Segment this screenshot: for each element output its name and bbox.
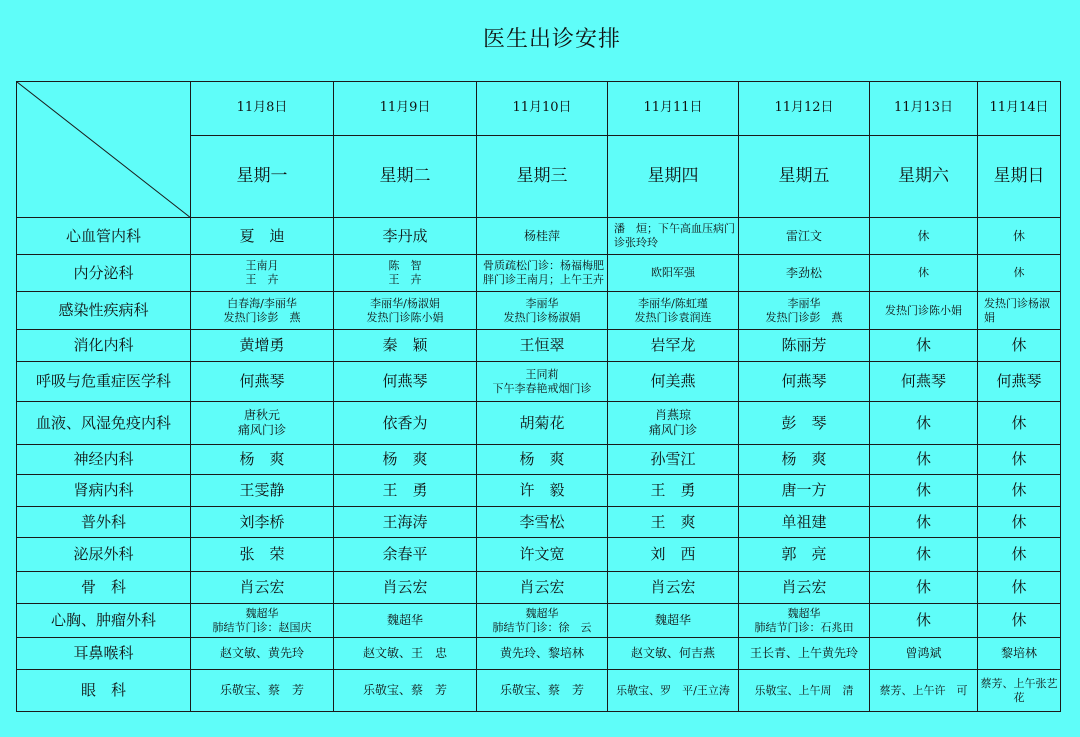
doctor-cell: 雷江文 bbox=[739, 218, 870, 255]
doctor-cell: 乐敬宝、蔡 芳 bbox=[477, 670, 608, 712]
department-name: 内分泌科 bbox=[17, 255, 191, 292]
doctor-cell: 魏超华 bbox=[334, 604, 477, 638]
doctor-cell: 李劲松 bbox=[739, 255, 870, 292]
doctor-cell: 肖云宏 bbox=[191, 572, 334, 604]
doctor-cell: 何燕琴 bbox=[978, 362, 1061, 402]
doctor-cell: 休 bbox=[978, 507, 1061, 538]
department-row bbox=[17, 402, 1061, 445]
doctor-cell: 王南月 王 卉 bbox=[191, 255, 334, 292]
doctor-cell: 肖云宏 bbox=[608, 572, 739, 604]
doctor-cell: 秦 颖 bbox=[334, 330, 477, 362]
diagonal-divider bbox=[17, 82, 191, 218]
page-title: 医生出诊安排 bbox=[482, 27, 621, 52]
doctor-cell: 乐敬宝、蔡 芳 bbox=[334, 670, 477, 712]
weekday-header: 星期二 bbox=[334, 136, 477, 218]
schedule-table bbox=[16, 81, 1061, 712]
doctor-cell: 休 bbox=[978, 572, 1061, 604]
department-name: 消化内科 bbox=[17, 330, 191, 362]
doctor-cell: 休 bbox=[978, 538, 1061, 572]
doctor-cell: 赵文敏、王 忠 bbox=[334, 638, 477, 670]
doctor-cell: 刘李桥 bbox=[191, 507, 334, 538]
doctor-cell: 白春海/李丽华 发热门诊彭 燕 bbox=[191, 292, 334, 330]
doctor-cell: 胡菊花 bbox=[477, 402, 608, 445]
department-name: 呼吸与危重症医学科 bbox=[17, 362, 191, 402]
department-row bbox=[17, 445, 1061, 475]
doctor-cell: 休 bbox=[870, 330, 978, 362]
date-header: 11月11日 bbox=[608, 82, 739, 136]
date-header: 11月14日 bbox=[978, 82, 1061, 136]
department-row bbox=[17, 670, 1061, 712]
doctor-cell: 王雯静 bbox=[191, 475, 334, 507]
doctor-cell: 赵文敏、黄先玲 bbox=[191, 638, 334, 670]
doctor-cell: 何燕琴 bbox=[739, 362, 870, 402]
doctor-cell: 曾鸿斌 bbox=[870, 638, 978, 670]
doctor-cell: 蔡芳、上午许 可 bbox=[870, 670, 978, 712]
doctor-cell: 王 勇 bbox=[334, 475, 477, 507]
doctor-cell: 休 bbox=[870, 572, 978, 604]
doctor-cell: 魏超华 bbox=[608, 604, 739, 638]
doctor-cell: 休 bbox=[978, 218, 1061, 255]
department-row bbox=[17, 330, 1061, 362]
department-row bbox=[17, 638, 1061, 670]
department-name: 血液、风湿免疫内科 bbox=[17, 402, 191, 445]
doctor-cell: 魏超华 肺结节门诊：赵国庆 bbox=[191, 604, 334, 638]
doctor-cell: 欧阳军强 bbox=[608, 255, 739, 292]
doctor-cell: 休 bbox=[870, 475, 978, 507]
department-row bbox=[17, 475, 1061, 507]
doctor-cell: 魏超华 肺结节门诊：徐 云 bbox=[477, 604, 608, 638]
department-row bbox=[17, 218, 1061, 255]
doctor-cell: 许 毅 bbox=[477, 475, 608, 507]
doctor-cell: 黄先玲、黎培林 bbox=[477, 638, 608, 670]
department-name: 耳鼻喉科 bbox=[17, 638, 191, 670]
doctor-cell: 休 bbox=[870, 604, 978, 638]
doctor-cell: 余春平 bbox=[334, 538, 477, 572]
doctor-cell: 唐秋元 痛风门诊 bbox=[191, 402, 334, 445]
department-row bbox=[17, 507, 1061, 538]
doctor-cell: 王 爽 bbox=[608, 507, 739, 538]
doctor-cell: 发热门诊陈小娟 bbox=[870, 292, 978, 330]
doctor-cell: 休 bbox=[870, 538, 978, 572]
department-row bbox=[17, 572, 1061, 604]
doctor-cell: 何燕琴 bbox=[334, 362, 477, 402]
department-name: 心胸、肿瘤外科 bbox=[17, 604, 191, 638]
doctor-cell: 杨 爽 bbox=[477, 445, 608, 475]
doctor-cell: 黄增勇 bbox=[191, 330, 334, 362]
doctor-cell: 发热门诊杨淑娟 bbox=[978, 292, 1061, 330]
doctor-cell: 休 bbox=[978, 255, 1061, 292]
doctor-cell: 杨 爽 bbox=[191, 445, 334, 475]
department-name: 心血管内科 bbox=[17, 218, 191, 255]
doctor-cell: 李丽华/杨淑娟 发热门诊陈小娟 bbox=[334, 292, 477, 330]
department-name: 眼 科 bbox=[17, 670, 191, 712]
date-header: 11月8日 bbox=[191, 82, 334, 136]
doctor-cell: 骨质疏松门诊：杨福梅肥胖门诊王南月；上午王卉 bbox=[477, 255, 608, 292]
doctor-cell: 单祖建 bbox=[739, 507, 870, 538]
doctor-cell: 乐敬宝、上午周 清 bbox=[739, 670, 870, 712]
weekday-header: 星期一 bbox=[191, 136, 334, 218]
doctor-cell: 魏超华 肺结节门诊：石兆田 bbox=[739, 604, 870, 638]
date-header: 11月13日 bbox=[870, 82, 978, 136]
doctor-cell: 李丽华 发热门诊彭 燕 bbox=[739, 292, 870, 330]
doctor-cell: 休 bbox=[870, 507, 978, 538]
department-name: 感染性疾病科 bbox=[17, 292, 191, 330]
doctor-cell: 王长青、上午黄先玲 bbox=[739, 638, 870, 670]
department-name: 骨 科 bbox=[17, 572, 191, 604]
doctor-cell: 肖云宏 bbox=[477, 572, 608, 604]
date-header: 11月10日 bbox=[477, 82, 608, 136]
department-name: 泌尿外科 bbox=[17, 538, 191, 572]
doctor-cell: 赵文敏、何吉燕 bbox=[608, 638, 739, 670]
weekday-header: 星期三 bbox=[477, 136, 608, 218]
doctor-cell: 休 bbox=[870, 402, 978, 445]
doctor-cell: 李丹成 bbox=[334, 218, 477, 255]
doctor-cell: 蔡芳、上午张艺花 bbox=[978, 670, 1061, 712]
department-row bbox=[17, 604, 1061, 638]
doctor-cell: 休 bbox=[978, 445, 1061, 475]
doctor-cell: 唐一方 bbox=[739, 475, 870, 507]
doctor-cell: 休 bbox=[978, 604, 1061, 638]
doctor-cell: 陈 智 王 卉 bbox=[334, 255, 477, 292]
doctor-cell: 张 荣 bbox=[191, 538, 334, 572]
doctor-cell: 乐敬宝、蔡 芳 bbox=[191, 670, 334, 712]
date-header: 11月9日 bbox=[334, 82, 477, 136]
doctor-cell: 依香为 bbox=[334, 402, 477, 445]
date-row bbox=[17, 82, 1061, 136]
department-name: 肾病内科 bbox=[17, 475, 191, 507]
department-row bbox=[17, 292, 1061, 330]
department-row bbox=[17, 255, 1061, 292]
doctor-cell: 休 bbox=[978, 330, 1061, 362]
doctor-cell: 李丽华 发热门诊杨淑娟 bbox=[477, 292, 608, 330]
department-name: 普外科 bbox=[17, 507, 191, 538]
doctor-cell: 何燕琴 bbox=[191, 362, 334, 402]
corner-cell bbox=[17, 82, 191, 218]
doctor-cell: 肖云宏 bbox=[334, 572, 477, 604]
doctor-cell: 休 bbox=[870, 218, 978, 255]
doctor-cell: 彭 琴 bbox=[739, 402, 870, 445]
doctor-cell: 陈丽芳 bbox=[739, 330, 870, 362]
date-header: 11月12日 bbox=[739, 82, 870, 136]
doctor-cell: 王恒翠 bbox=[477, 330, 608, 362]
doctor-cell: 肖燕琼 痛风门诊 bbox=[608, 402, 739, 445]
doctor-cell: 郭 亮 bbox=[739, 538, 870, 572]
department-name: 神经内科 bbox=[17, 445, 191, 475]
doctor-cell: 乐敬宝、罗 平/王立涛 bbox=[608, 670, 739, 712]
weekday-header: 星期五 bbox=[739, 136, 870, 218]
doctor-cell: 杨 爽 bbox=[739, 445, 870, 475]
doctor-cell: 孙雪江 bbox=[608, 445, 739, 475]
doctor-cell: 休 bbox=[870, 445, 978, 475]
doctor-cell: 夏 迪 bbox=[191, 218, 334, 255]
doctor-cell: 王 勇 bbox=[608, 475, 739, 507]
doctor-cell: 何美燕 bbox=[608, 362, 739, 402]
doctor-cell: 李丽华/陈虹瑾 发热门诊袁润连 bbox=[608, 292, 739, 330]
weekday-header: 星期六 bbox=[870, 136, 978, 218]
doctor-cell: 休 bbox=[978, 402, 1061, 445]
doctor-cell: 王海涛 bbox=[334, 507, 477, 538]
doctor-cell: 休 bbox=[870, 255, 978, 292]
doctor-cell: 刘 西 bbox=[608, 538, 739, 572]
doctor-cell: 潘 烜；下午高血压病门诊张玲玲 bbox=[608, 218, 739, 255]
doctor-cell: 何燕琴 bbox=[870, 362, 978, 402]
doctor-cell: 黎培林 bbox=[978, 638, 1061, 670]
doctor-cell: 李雪松 bbox=[477, 507, 608, 538]
schedule-body bbox=[17, 82, 1061, 712]
doctor-cell: 肖云宏 bbox=[739, 572, 870, 604]
doctor-cell: 杨桂萍 bbox=[477, 218, 608, 255]
department-row bbox=[17, 362, 1061, 402]
weekday-header: 星期日 bbox=[978, 136, 1061, 218]
doctor-cell: 杨 爽 bbox=[334, 445, 477, 475]
doctor-cell: 休 bbox=[978, 475, 1061, 507]
department-row bbox=[17, 538, 1061, 572]
doctor-cell: 许文宽 bbox=[477, 538, 608, 572]
weekday-header: 星期四 bbox=[608, 136, 739, 218]
doctor-cell: 王同莉 下午李春艳戒烟门诊 bbox=[477, 362, 608, 402]
doctor-cell: 岩罕龙 bbox=[608, 330, 739, 362]
